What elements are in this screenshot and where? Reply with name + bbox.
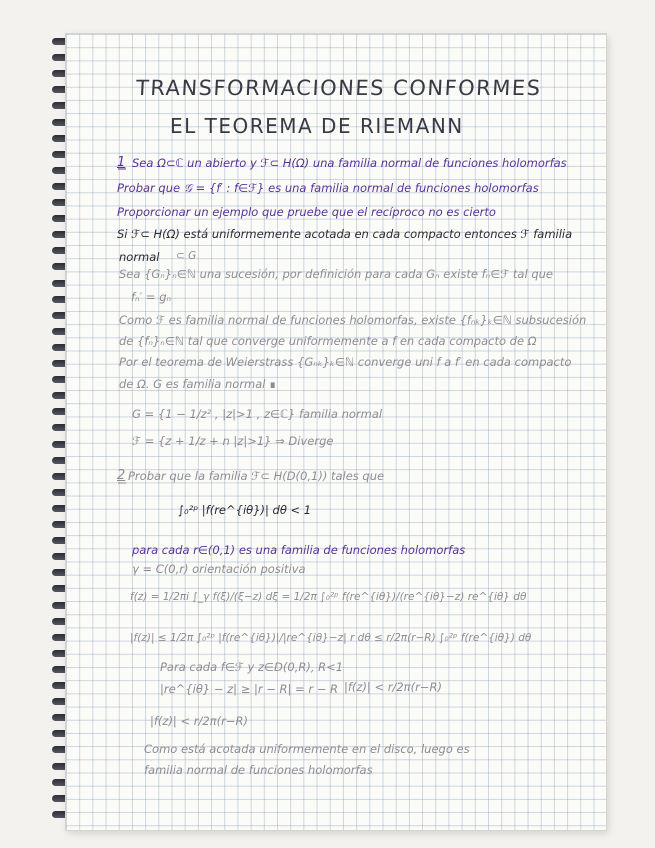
exercise-1-statement-line-2: Probar que 𝒢 = {f′ : f∈ℱ} es una familia normal de funciones holomorfas	[117, 181, 539, 195]
proof-line-6: de Ω. G es familia normal ∎	[119, 377, 277, 391]
proof-line-1: Sea {Gₙ}ₙ∈ℕ una sucesión, por definición para cada Gₙ existe fₙ∈ℱ tal que	[119, 267, 553, 281]
page-title: TRANSFORMACIONES CONFORMES	[135, 76, 543, 100]
exercise-number-1: 1	[117, 155, 126, 170]
cauchy-formula: f(z) = 1/2πi ∫_γ f(ξ)/(ξ−z) dξ = 1/2π ∫₀²ᵖ f(re^{iθ})/(re^{iθ}−z) re^{iθ} dθ	[130, 591, 527, 603]
integral-condition: ∫₀²ᵖ |f(re^{iθ})| dθ < 1	[178, 503, 312, 517]
exercise-1-lemma-line-2: normal	[119, 250, 160, 264]
contour-definition: γ = C(0,r) orientación positiva	[132, 562, 306, 576]
proof-line-4: de {fₙ}ₙ∈ℕ tal que converge uniformemente a f en cada compacto de Ω	[119, 334, 537, 348]
exercise-2-statement-line-2: para cada r∈(0,1) es una familia de funciones holomorfas	[132, 543, 466, 557]
exercise-1-statement-line-3: Proporcionar un ejemplo que pruebe que el recíproco no es cierto	[117, 205, 496, 219]
conclusion-line-2: familia normal de funciones holomorfas	[144, 763, 373, 777]
proof-line-5: Por el teorema de Weierstrass {Gₙₖ}ₖ∈ℕ converge uni f a f′ en cada compacto	[119, 355, 572, 369]
conclusion-line-1: Como está acotada uniformemente en el disco, luego es	[144, 742, 470, 756]
exercise-1-lemma-line-1: Si ℱ⊂ H(Ω) está uniformemente acotada en cada compacto entonces ℱ familia	[117, 227, 573, 241]
proof-line-3: Como ℱ es familia normal de funciones holomorfas, existe {fₙₖ}ₖ∈ℕ subsucesión	[119, 313, 587, 327]
distance-bound: |re^{iθ} − z| ≥ |r − R| = r − R	[160, 682, 339, 696]
bound-result: |f(z)| < r/2π(r−R)	[150, 714, 248, 728]
exercise-2-statement: Probar que la familia ℱ⊂ H(D(0,1)) tales que	[128, 469, 385, 483]
superscript-note: ⊂ G	[176, 250, 197, 262]
proof-line-2: fₙ′ = gₙ	[131, 290, 172, 304]
page-subtitle: EL TEOREMA DE RIEMANN	[170, 114, 464, 138]
condition-line: Para cada f∈ℱ y z∈D(0,R), R<1	[160, 660, 344, 674]
example-line-1: G = {1 − 1/z² , |z|>1 , z∈ℂ} familia normal	[132, 407, 383, 421]
example-line-2: ℱ = {z + 1/z + n |z|>1} ⇒ Diverge	[132, 434, 334, 448]
exercise-number-2: 2	[117, 468, 126, 483]
exercise-1-statement-line-1: Sea Ω⊂ℂ un abierto y ℱ⊂ H(Ω) una familia normal de funciones holomorfas	[132, 156, 567, 170]
bound-inequality: |f(z)| ≤ 1/2π ∫₀²ᵖ |f(re^{iθ})|/|re^{iθ}−z| r dθ ≤ r/2π(r−R) ∫₀²ᵖ f(re^{iθ}) dθ	[130, 632, 532, 644]
bound-result-right: |f(z)| < r/2π(r−R)	[344, 680, 442, 694]
